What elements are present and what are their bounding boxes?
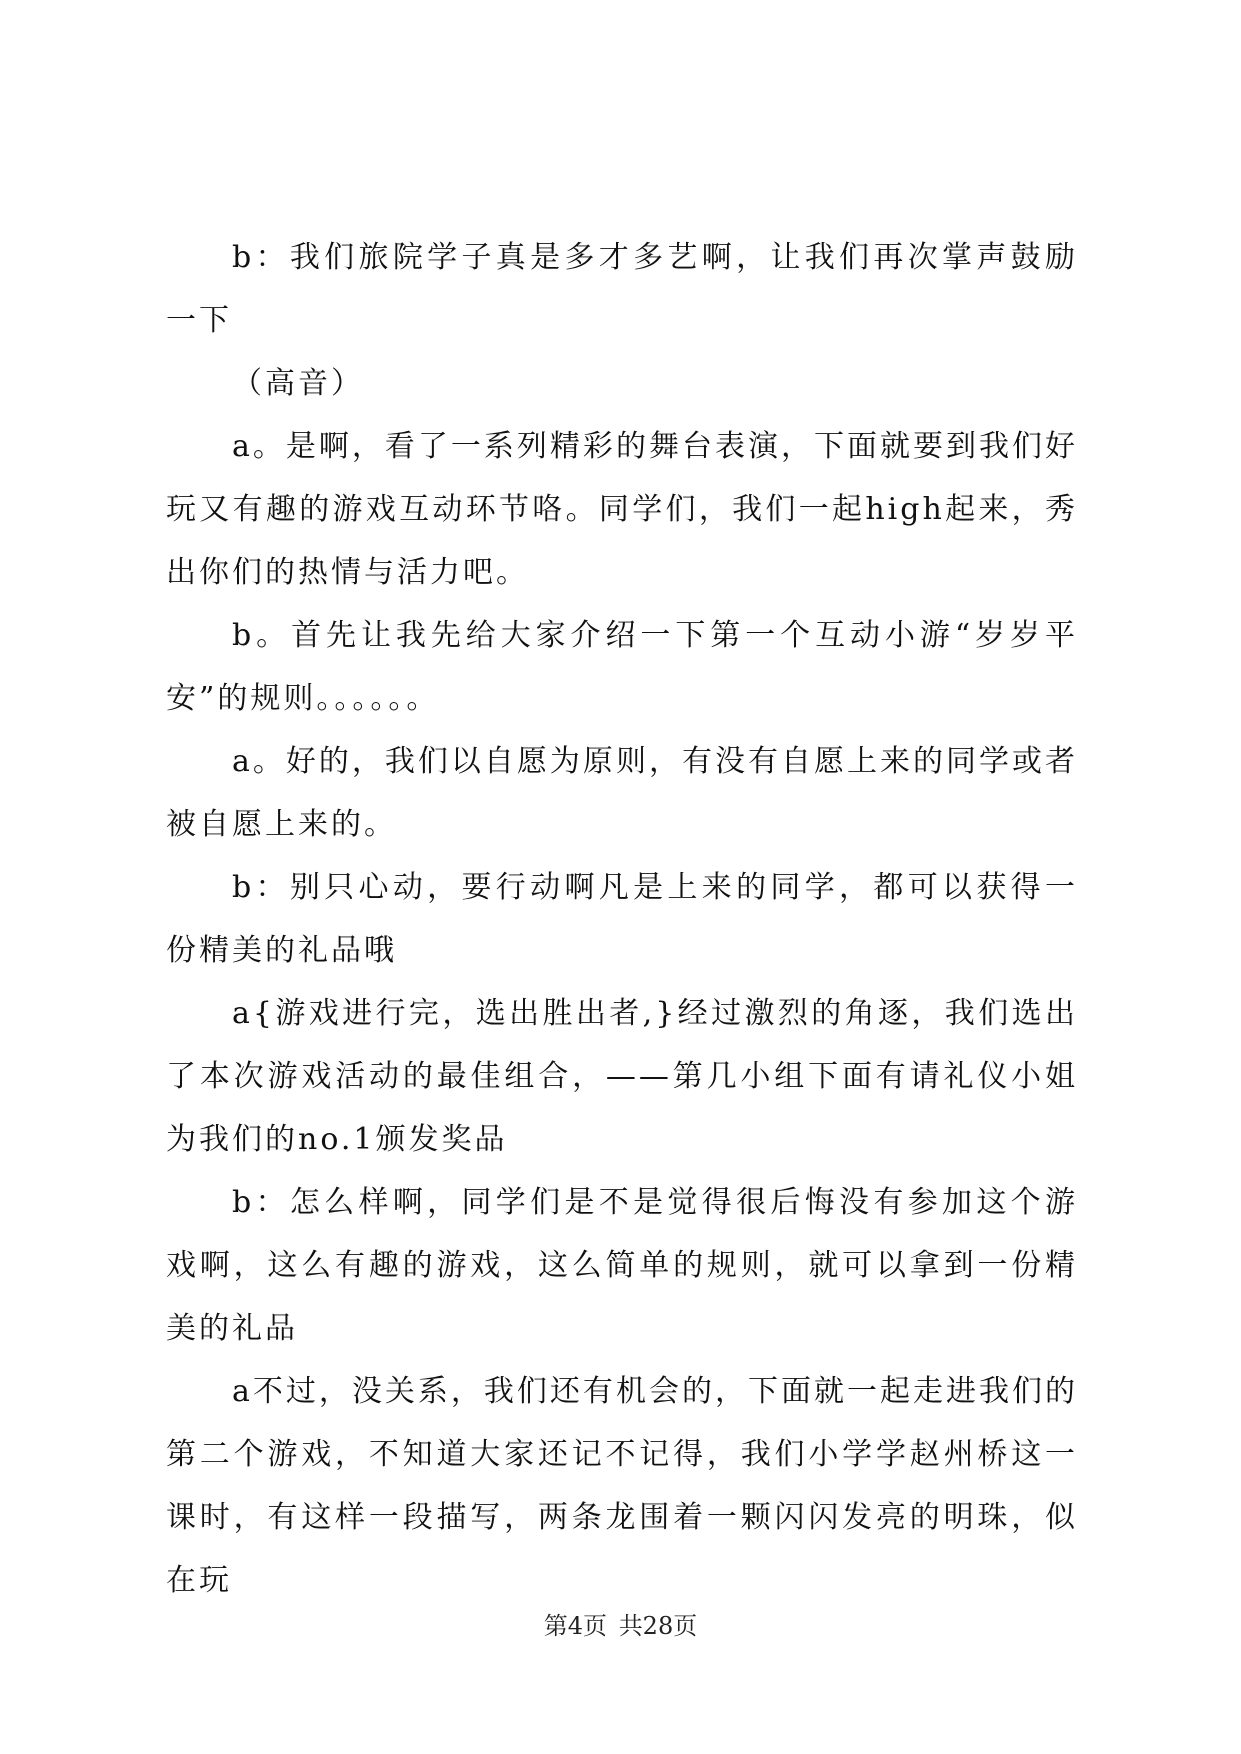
paragraph: a。是啊，看了一系列精彩的舞台表演，下面就要到我们好玩又有趣的游戏互动环节咯。同学们，我们一起high起来，秀出你们的热情与活力吧。	[166, 429, 1078, 590]
paragraph: b：怎么样啊，同学们是不是觉得很后悔没有参加这个游戏啊，这么有趣的游戏，这么简单的规则，就可以拿到一份精美的礼品	[166, 1185, 1078, 1346]
paragraph: b：别只心动，要行动啊凡是上来的同学，都可以获得一份精美的礼品哦	[166, 870, 1078, 968]
paragraph: a不过，没关系，我们还有机会的，下面就一起走进我们的第二个游戏，不知道大家还记不记得，我们小学学赵州桥这一课时，有这样一段描写，两条龙围着一颗闪闪发亮的明珠，似在玩	[166, 1374, 1078, 1598]
page-number: 第4页	[543, 1612, 608, 1640]
paragraph: b：我们旅院学子真是多才多艺啊，让我们再次掌声鼓励一下	[166, 240, 1078, 338]
page-total: 共28页	[618, 1612, 698, 1640]
paragraph: b。首先让我先给大家介绍一下第一个互动小游“岁岁平安”的规则。。。。。。	[166, 618, 1078, 716]
document-body	[166, 226, 1078, 1612]
paragraph: a{游戏进行完，选出胜出者,}经过激烈的角逐，我们选出了本次游戏活动的最佳组合，——第几小组下面有请礼仪小姐为我们的no.1颁发奖品	[166, 996, 1078, 1157]
paragraph: （高音）	[232, 366, 364, 401]
paragraph: a。好的，我们以自愿为原则，有没有自愿上来的同学或者被自愿上来的。	[166, 744, 1078, 842]
page-footer	[0, 1606, 1241, 1641]
